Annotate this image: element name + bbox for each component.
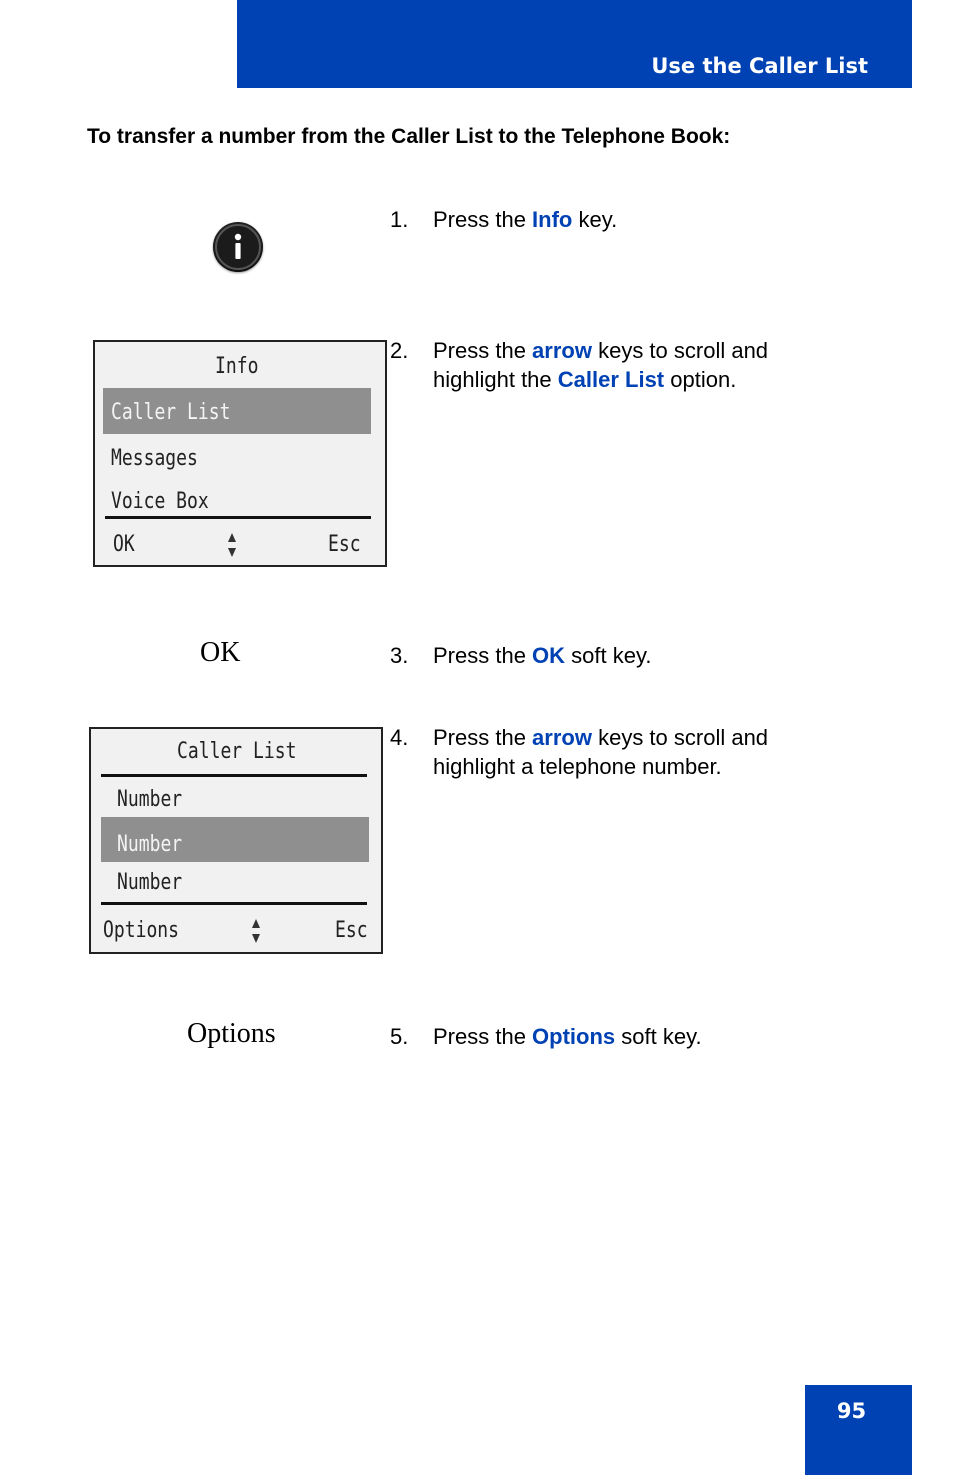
step-text: Press the arrow keys to scroll and highlight the Caller List option. bbox=[433, 338, 769, 392]
step-text: Press the Options soft key. bbox=[433, 1024, 702, 1049]
keyword: Caller List bbox=[557, 367, 665, 392]
softkey-esc-label[interactable]: Esc bbox=[335, 918, 368, 943]
menu-item-messages[interactable]: Messages bbox=[111, 446, 198, 471]
step-number: 3. bbox=[390, 643, 409, 668]
header-bar bbox=[237, 0, 912, 88]
divider bbox=[101, 774, 367, 777]
screen-title: Caller List bbox=[177, 739, 297, 764]
step-number: 1. bbox=[390, 207, 409, 232]
step-number: 4. bbox=[390, 725, 409, 750]
section-title: Use the Caller List bbox=[651, 54, 868, 78]
info-menu-screen bbox=[93, 340, 387, 567]
info-key bbox=[213, 222, 263, 272]
step-number: 2. bbox=[390, 338, 409, 363]
step-number: 5. bbox=[390, 1024, 409, 1049]
page-number: 95 bbox=[836, 1399, 867, 1423]
divider bbox=[105, 516, 371, 519]
caller-list-screen bbox=[89, 727, 383, 954]
screen-title: Info bbox=[215, 354, 259, 379]
keyword: Info bbox=[532, 207, 573, 232]
step-text: Press the OK soft key. bbox=[433, 643, 652, 668]
info-icon bbox=[213, 222, 263, 272]
softkey-options-label[interactable]: Options bbox=[103, 918, 180, 943]
divider bbox=[101, 902, 367, 905]
scroll-arrows-icon bbox=[251, 918, 261, 944]
menu-item-caller-list[interactable]: Caller List bbox=[111, 400, 231, 425]
list-item-number[interactable]: Number bbox=[117, 870, 183, 895]
list-item-number[interactable]: Number bbox=[117, 787, 183, 812]
list-item-number[interactable]: Number bbox=[117, 832, 183, 857]
step-text: Press the Info key. bbox=[433, 207, 618, 232]
ok-softkey: OK bbox=[200, 637, 241, 668]
softkey-esc-label[interactable]: Esc bbox=[328, 532, 361, 557]
menu-item-voice-box[interactable]: Voice Box bbox=[111, 489, 209, 514]
step-text: Press the arrow keys to scroll and highlight a telephone number. bbox=[433, 725, 769, 779]
keyword: OK bbox=[532, 643, 566, 668]
page-number-box bbox=[805, 1385, 912, 1475]
scroll-arrows-icon bbox=[227, 532, 237, 558]
keyword: arrow bbox=[532, 725, 592, 750]
keyword: arrow bbox=[532, 338, 592, 363]
options-softkey: Options bbox=[187, 1018, 276, 1049]
softkey-ok-label[interactable]: OK bbox=[113, 532, 135, 557]
keyword: Options bbox=[532, 1024, 616, 1049]
procedure-heading: To transfer a number from the Caller List to the Telephone Book: bbox=[87, 125, 731, 148]
